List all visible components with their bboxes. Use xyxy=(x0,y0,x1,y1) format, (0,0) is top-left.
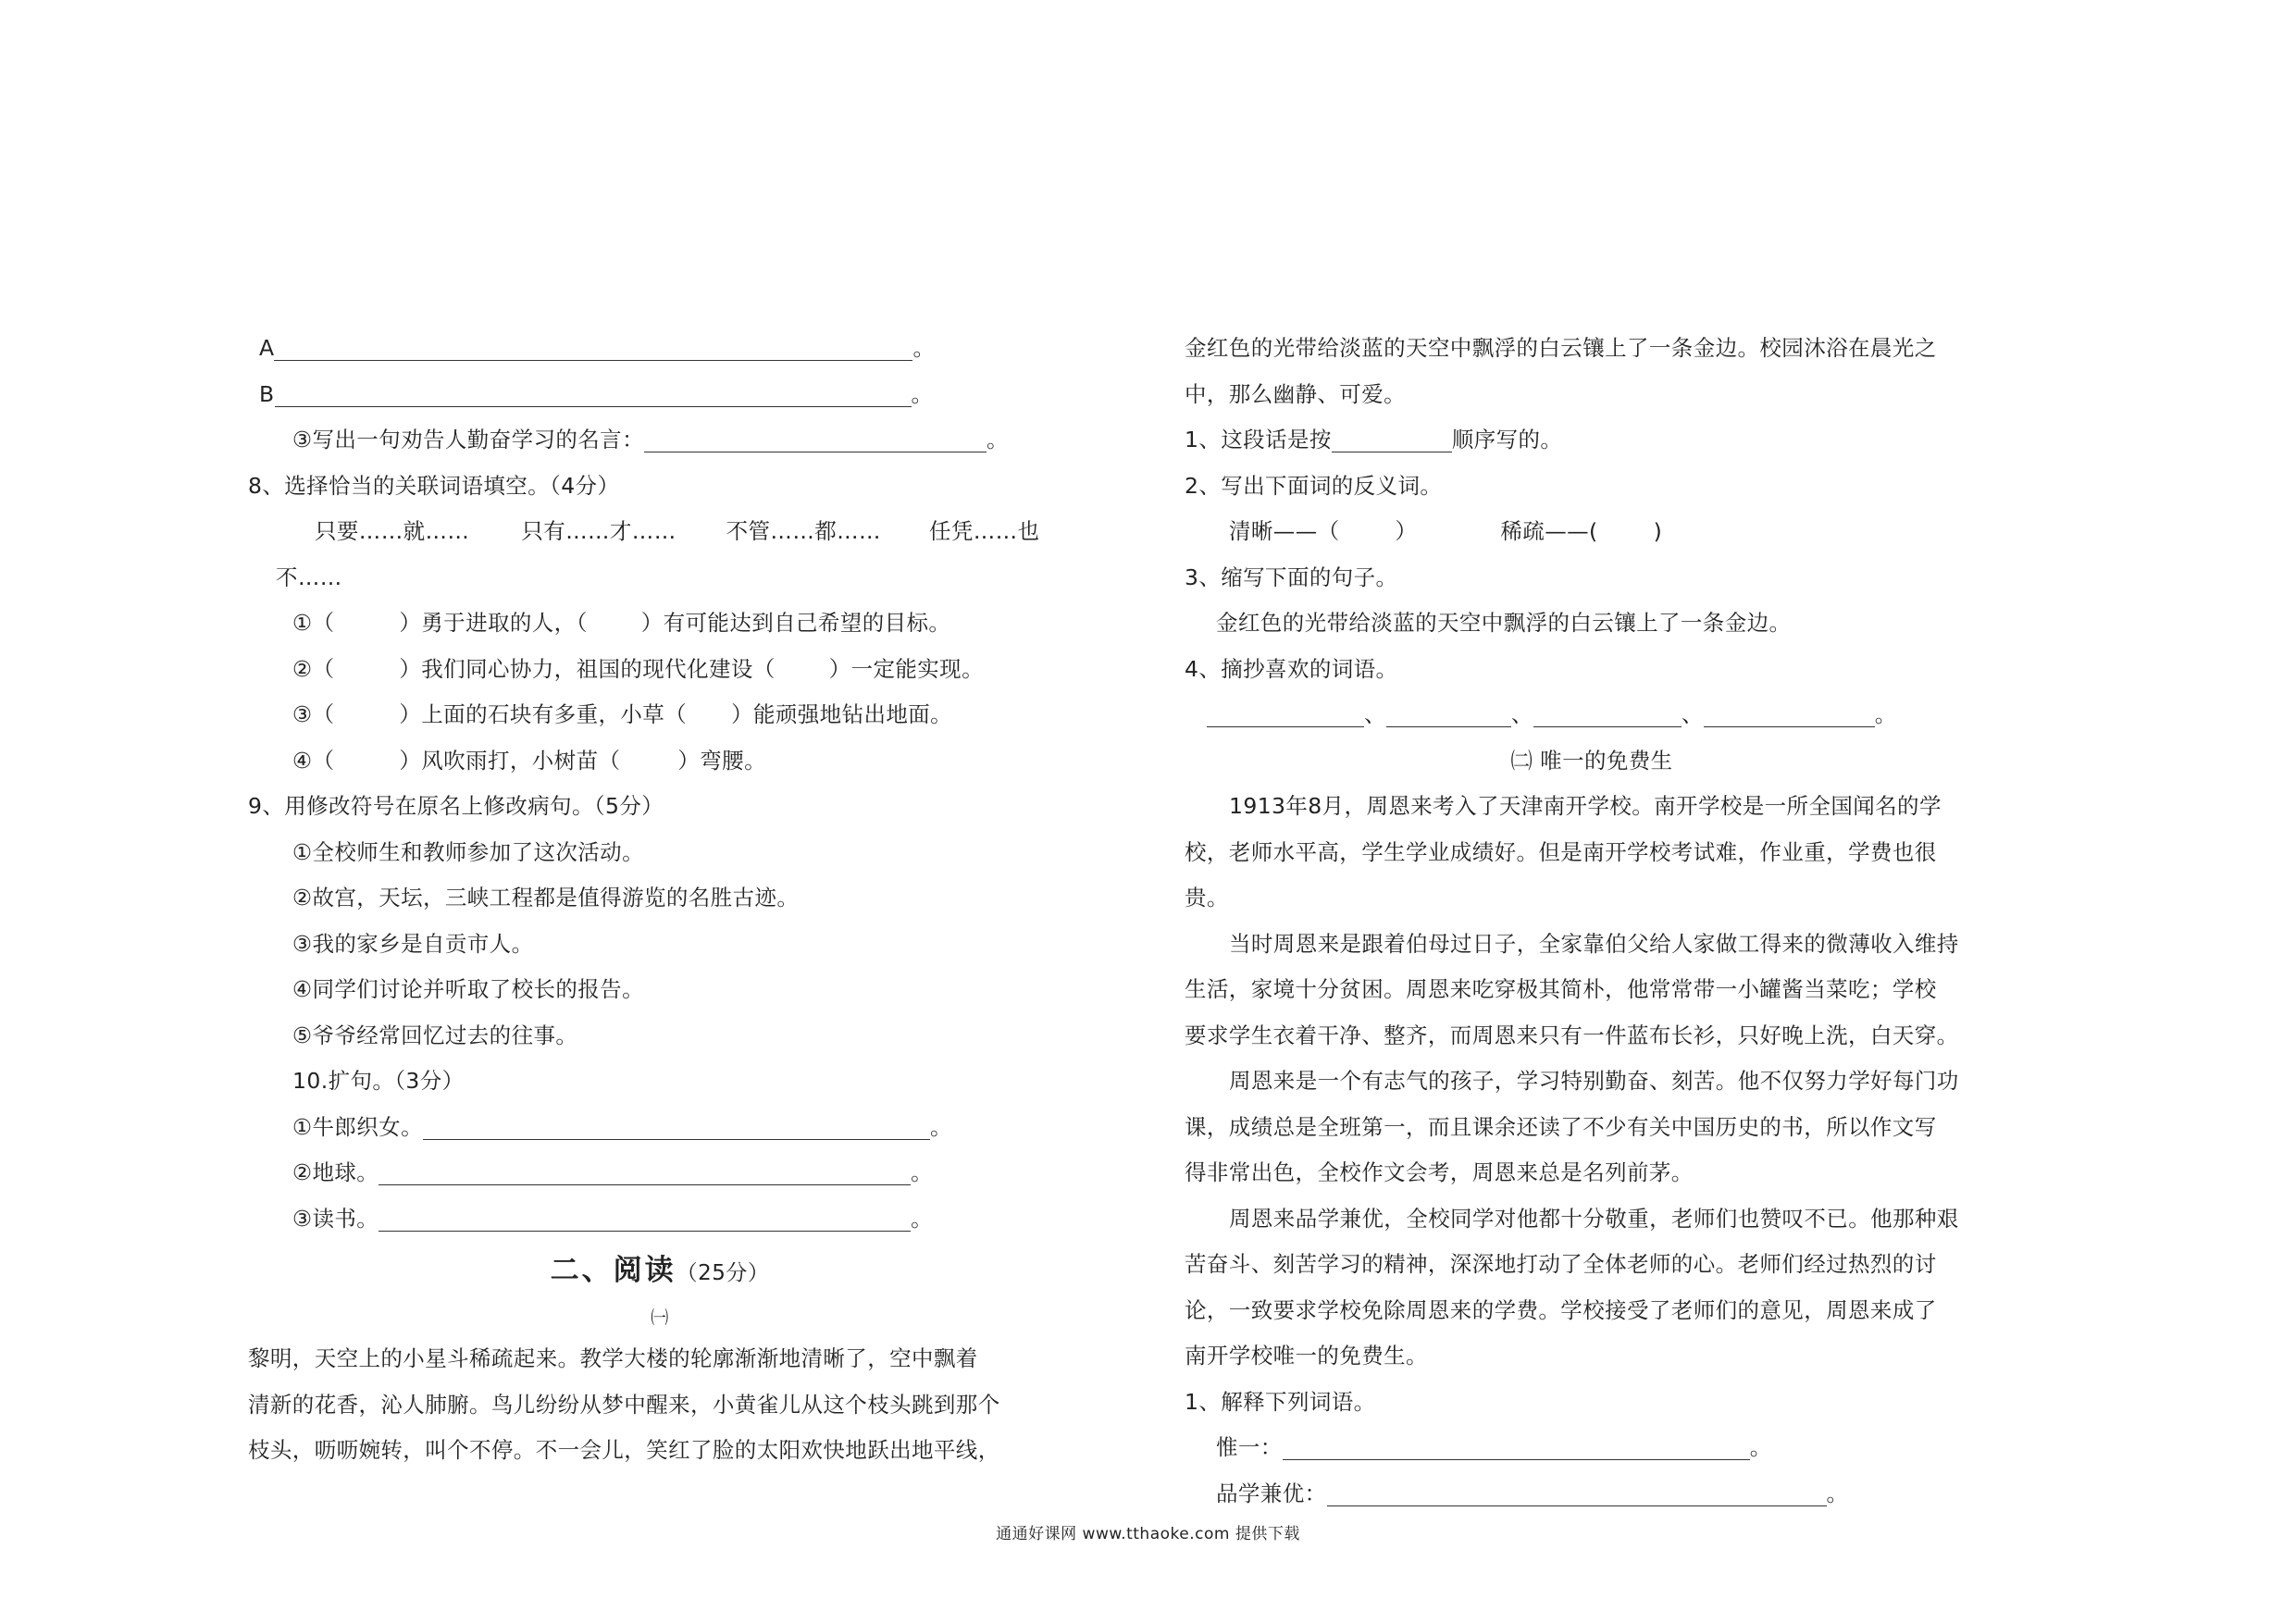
passage2-line: 1913年8月，周恩来考入了天津南开学校。南开学校是一所全国闻名的学 xyxy=(1229,793,1942,819)
passage2-line: 课，成绩总是全班第一，而且课余还读了不少有关中国历史的书，所以作文写 xyxy=(1185,1113,1937,1140)
r2-q1-word1: 惟一： 。 xyxy=(1185,1425,1999,1471)
passage2-line: 生活，家境十分贫困。周恩来吃穿极其简朴，他常常带一小罐酱当菜吃；学校 xyxy=(1185,976,1937,1002)
q8-item-2: ②（ ）我们同心协力，祖国的现代化建设（ ）一定能实现。 xyxy=(292,655,984,682)
q10-item-3: ③读书。 。 xyxy=(248,1196,1072,1243)
passage2-line: 苦奋斗、刻苦学习的精神，深深地打动了全体老师的心。老师们经过热烈的讨 xyxy=(1185,1251,1937,1277)
left-column xyxy=(248,326,1072,1474)
answer-blank[interactable] xyxy=(1704,699,1875,727)
r1-q2-words: 清晰——（ ） 稀疏——( ) xyxy=(1229,518,1663,544)
q8-options-wrap: 不…… xyxy=(276,564,342,590)
passage2-line: 得非常出色，全校作文会考，周恩来总是名列前茅。 xyxy=(1185,1159,1694,1185)
passage1-cont-line: 中，那么幽静、可爱。 xyxy=(1185,380,1406,407)
q9-item: ④同学们讨论并听取了校长的报告。 xyxy=(292,976,644,1002)
q8-item-3: ③（ ）上面的石块有多重，小草（ ）能顽强地钻出地面。 xyxy=(292,701,953,727)
r1-q4-blanks: 、 、 、 。 xyxy=(1185,692,1999,738)
answer-blank[interactable] xyxy=(379,1157,911,1185)
r2-q1-word2: 品学兼优： 。 xyxy=(1185,1471,1999,1518)
passage2-line: 论，一致要求学校免除周恩来的学费。学校接受了老师们的意见，周恩来成了 xyxy=(1185,1296,1937,1323)
q7-line-a: A 。 xyxy=(248,326,1072,372)
r1-q3: 3、缩写下面的句子。 xyxy=(1185,564,1398,590)
passage2-line: 周恩来品学兼优，全校同学对他都十分敬重，老师们也赞叹不已。他那种艰 xyxy=(1229,1205,1959,1232)
q8-item-1: ①（ ）勇于进取的人，（ ）有可能达到自己希望的目标。 xyxy=(292,610,951,636)
passage1-cont-line: 金红色的光带给淡蓝的天空中飘浮的白云镶上了一条金边。校园沐浴在晨光之 xyxy=(1185,335,1937,361)
q10-title: 10.扩句。（3分） xyxy=(292,1068,465,1094)
answer-blank[interactable] xyxy=(644,424,987,452)
q9-item: ③我的家乡是自贡市人。 xyxy=(292,930,534,957)
q8-item-4: ④（ ）风吹雨打，小树苗（ ）弯腰。 xyxy=(292,747,766,774)
q7-line-b: B 。 xyxy=(248,372,1072,418)
passage1-line: 枝头，呖呖婉转，叫个不停。不一会儿，笑红了脸的太阳欢快地跃出地平线， xyxy=(248,1437,1000,1463)
passage2-line: 校，老师水平高，学生学业成绩好。但是南开学校考试难，作业重，学费也很 xyxy=(1185,838,1937,865)
answer-blank[interactable] xyxy=(1332,424,1452,452)
passage1-label: ㈠ xyxy=(651,1307,669,1328)
passage2-line: 当时周恩来是跟着伯母过日子，全家靠伯父给人家做工得来的微薄收入维持 xyxy=(1229,930,1959,957)
footer-credit: 通通好课网 www.tthaoke.com 提供下载 xyxy=(996,1525,1300,1543)
answer-blank[interactable] xyxy=(1533,699,1682,727)
right-column xyxy=(1185,326,1999,1517)
answer-blank[interactable] xyxy=(274,332,912,361)
answer-blank[interactable] xyxy=(379,1203,911,1232)
r1-q3-sentence: 金红色的光带给淡蓝的天空中飘浮的白云镶上了一条金边。 xyxy=(1216,610,1792,636)
answer-blank[interactable] xyxy=(275,378,912,407)
passage2-line: 南开学校唯一的免费生。 xyxy=(1185,1343,1428,1369)
section-title: 二、阅读（25分） xyxy=(550,1254,770,1287)
passage2-line: 贵。 xyxy=(1185,885,1229,911)
q8-title: 8、选择恰当的关联词语填空。（4分） xyxy=(248,472,620,499)
r1-q1: 1、这段话是按 顺序写的。 xyxy=(1185,417,1999,464)
q9-item: ⑤爷爷经常回忆过去的往事。 xyxy=(292,1022,578,1048)
r2-q1: 1、解释下列词语。 xyxy=(1185,1388,1376,1415)
q9-item: ①全校师生和教师参加了这次活动。 xyxy=(292,838,644,865)
answer-blank[interactable] xyxy=(1207,699,1364,727)
q7-3-line: ③写出一句劝告人勤奋学习的名言： 。 xyxy=(248,417,1072,464)
r1-q2: 2、写出下面词的反义词。 xyxy=(1185,472,1443,499)
passage2-title: ㈡ 唯一的免费生 xyxy=(1510,747,1673,774)
q8-options: 只要……就…… 只有……才…… 不管……都…… 任凭……也 xyxy=(315,518,1040,544)
r1-q4: 4、摘抄喜欢的词语。 xyxy=(1185,655,1398,682)
q10-item-1: ①牛郎织女。 。 xyxy=(248,1105,1072,1151)
passage1-line: 黎明，天空上的小星斗稀疏起来。教学大楼的轮廓渐渐地清晰了，空中飘着 xyxy=(248,1345,978,1371)
q9-item: ②故宫，天坛，三峡工程都是值得游览的名胜古迹。 xyxy=(292,885,800,911)
answer-blank[interactable] xyxy=(423,1111,930,1140)
q10-item-2: ②地球。 。 xyxy=(248,1150,1072,1196)
passage1-line: 清新的花香，沁人肺腑。鸟儿纷纷从梦中醒来，小黄雀儿从这个枝头跳到那个 xyxy=(248,1391,1000,1418)
answer-blank[interactable] xyxy=(1386,699,1511,727)
answer-blank[interactable] xyxy=(1327,1478,1827,1506)
q9-title: 9、用修改符号在原名上修改病句。（5分） xyxy=(248,793,664,819)
passage2-line: 周恩来是一个有志气的孩子，学习特别勤奋、刻苦。他不仅努力学好每门功 xyxy=(1229,1068,1959,1094)
passage2-line: 要求学生衣着干净、整齐，而周恩来只有一件蓝布长衫，只好晚上洗，白天穿。 xyxy=(1185,1022,1959,1048)
answer-blank[interactable] xyxy=(1283,1431,1750,1460)
